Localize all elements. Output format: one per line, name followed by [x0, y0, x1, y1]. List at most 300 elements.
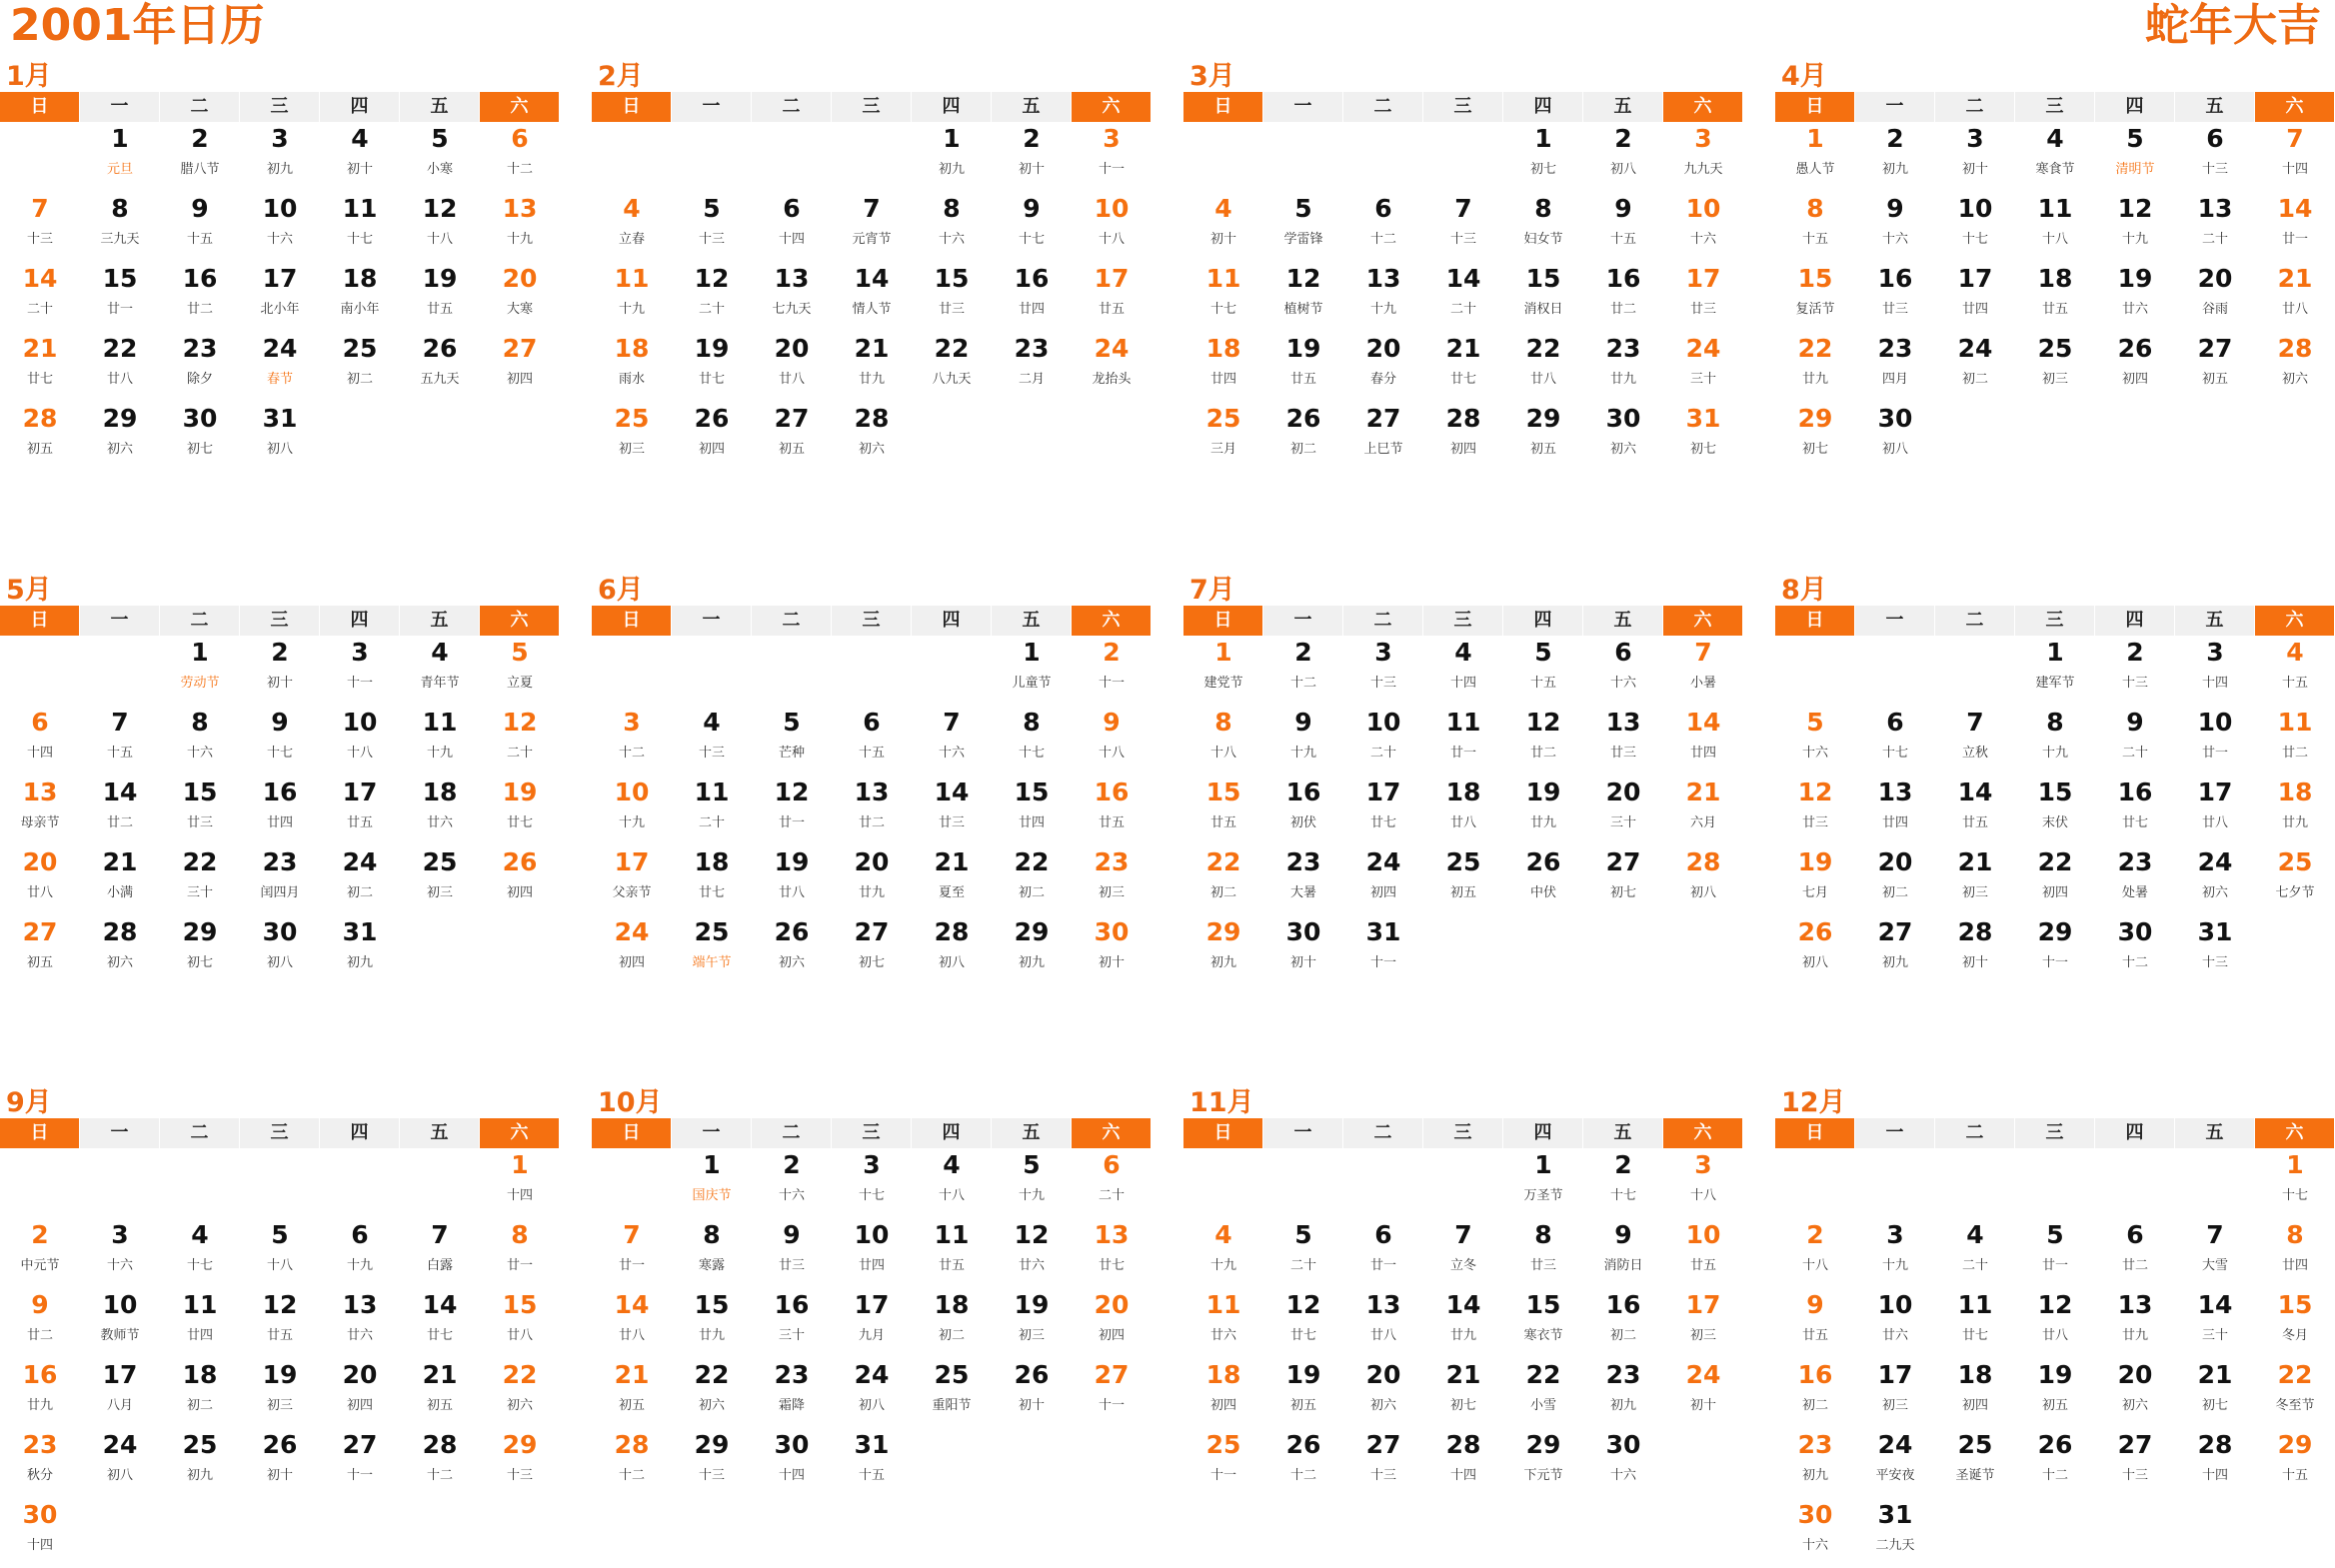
day-cell[interactable] — [1855, 1218, 1935, 1288]
day-cell[interactable] — [80, 122, 160, 192]
day-cell[interactable] — [832, 1288, 912, 1358]
day-cell[interactable] — [160, 1218, 240, 1288]
day-cell[interactable] — [1423, 776, 1503, 845]
day-cell[interactable] — [1072, 1218, 1152, 1288]
day-cell[interactable] — [80, 402, 160, 472]
day-cell[interactable] — [1503, 1428, 1583, 1498]
day-cell[interactable] — [1263, 636, 1343, 706]
day-cell[interactable] — [80, 706, 160, 776]
day-cell[interactable] — [320, 776, 400, 845]
day-cell[interactable] — [2015, 1218, 2095, 1288]
day-cell[interactable] — [1343, 192, 1423, 262]
day-cell[interactable] — [1183, 915, 1263, 985]
day-cell[interactable] — [1855, 262, 1935, 332]
day-cell[interactable] — [1855, 332, 1935, 402]
day-cell[interactable] — [160, 262, 240, 332]
day-cell[interactable] — [1775, 1288, 1855, 1358]
day-cell[interactable] — [1503, 122, 1583, 192]
day-cell[interactable] — [2175, 776, 2255, 845]
day-cell[interactable] — [592, 845, 672, 915]
day-cell[interactable] — [2255, 706, 2335, 776]
day-cell[interactable] — [1855, 706, 1935, 776]
day-cell[interactable] — [1263, 706, 1343, 776]
day-cell[interactable] — [1343, 1358, 1423, 1428]
day-cell[interactable] — [672, 706, 752, 776]
day-cell[interactable] — [1583, 1358, 1663, 1428]
day-cell[interactable] — [832, 1148, 912, 1218]
day-cell[interactable] — [160, 636, 240, 706]
day-cell[interactable] — [592, 1358, 672, 1428]
day-cell[interactable] — [80, 262, 160, 332]
day-cell[interactable] — [1583, 1148, 1663, 1218]
day-cell[interactable] — [0, 402, 80, 472]
day-cell[interactable] — [1775, 1428, 1855, 1498]
day-cell[interactable] — [1583, 122, 1663, 192]
day-cell[interactable] — [592, 1218, 672, 1288]
day-cell[interactable] — [992, 636, 1072, 706]
day-cell[interactable] — [832, 402, 912, 472]
day-cell[interactable] — [2255, 1148, 2335, 1218]
day-cell[interactable] — [1583, 776, 1663, 845]
day-cell[interactable] — [480, 332, 560, 402]
day-cell[interactable] — [752, 1358, 832, 1428]
day-cell[interactable] — [912, 915, 992, 985]
day-cell[interactable] — [240, 776, 320, 845]
day-cell[interactable] — [992, 122, 1072, 192]
day-cell[interactable] — [1855, 1288, 1935, 1358]
day-cell[interactable] — [1183, 192, 1263, 262]
day-cell[interactable] — [1583, 192, 1663, 262]
day-cell[interactable] — [1183, 332, 1263, 402]
day-cell[interactable] — [400, 1288, 480, 1358]
day-cell[interactable] — [1935, 1428, 2015, 1498]
day-cell[interactable] — [2015, 706, 2095, 776]
day-cell[interactable] — [1775, 262, 1855, 332]
day-cell[interactable] — [240, 192, 320, 262]
day-cell[interactable] — [1583, 402, 1663, 472]
day-cell[interactable] — [592, 332, 672, 402]
day-cell[interactable] — [1663, 122, 1743, 192]
day-cell[interactable] — [1775, 915, 1855, 985]
day-cell[interactable] — [1503, 332, 1583, 402]
day-cell[interactable] — [1423, 192, 1503, 262]
day-cell[interactable] — [1343, 1288, 1423, 1358]
day-cell[interactable] — [1663, 402, 1743, 472]
day-cell[interactable] — [1423, 262, 1503, 332]
day-cell[interactable] — [480, 1148, 560, 1218]
day-cell[interactable] — [2255, 192, 2335, 262]
day-cell[interactable] — [2015, 122, 2095, 192]
day-cell[interactable] — [80, 776, 160, 845]
day-cell[interactable] — [1663, 1148, 1743, 1218]
day-cell[interactable] — [1583, 332, 1663, 402]
day-cell[interactable] — [1263, 402, 1343, 472]
day-cell[interactable] — [1503, 192, 1583, 262]
day-cell[interactable] — [752, 706, 832, 776]
day-cell[interactable] — [992, 1148, 1072, 1218]
day-cell[interactable] — [1503, 636, 1583, 706]
day-cell[interactable] — [320, 1428, 400, 1498]
day-cell[interactable] — [912, 332, 992, 402]
day-cell[interactable] — [912, 1358, 992, 1428]
day-cell[interactable] — [1183, 706, 1263, 776]
day-cell[interactable] — [2175, 122, 2255, 192]
day-cell[interactable] — [1183, 845, 1263, 915]
day-cell[interactable] — [2095, 636, 2175, 706]
day-cell[interactable] — [1072, 845, 1152, 915]
day-cell[interactable] — [1775, 192, 1855, 262]
day-cell[interactable] — [1775, 776, 1855, 845]
day-cell[interactable] — [1072, 1288, 1152, 1358]
day-cell[interactable] — [2095, 776, 2175, 845]
day-cell[interactable] — [0, 332, 80, 402]
day-cell[interactable] — [2175, 915, 2255, 985]
day-cell[interactable] — [832, 332, 912, 402]
day-cell[interactable] — [1263, 262, 1343, 332]
day-cell[interactable] — [2015, 1358, 2095, 1428]
day-cell[interactable] — [160, 1358, 240, 1428]
day-cell[interactable] — [2255, 1428, 2335, 1498]
day-cell[interactable] — [400, 192, 480, 262]
day-cell[interactable] — [320, 262, 400, 332]
day-cell[interactable] — [1855, 1358, 1935, 1428]
day-cell[interactable] — [992, 332, 1072, 402]
day-cell[interactable] — [1503, 845, 1583, 915]
day-cell[interactable] — [240, 262, 320, 332]
day-cell[interactable] — [1263, 1358, 1343, 1428]
day-cell[interactable] — [592, 706, 672, 776]
day-cell[interactable] — [0, 776, 80, 845]
day-cell[interactable] — [1583, 706, 1663, 776]
day-cell[interactable] — [752, 402, 832, 472]
day-cell[interactable] — [0, 192, 80, 262]
day-cell[interactable] — [2015, 776, 2095, 845]
day-cell[interactable] — [592, 192, 672, 262]
day-cell[interactable] — [2255, 1218, 2335, 1288]
day-cell[interactable] — [752, 192, 832, 262]
day-cell[interactable] — [2255, 262, 2335, 332]
day-cell[interactable] — [400, 122, 480, 192]
day-cell[interactable] — [400, 636, 480, 706]
day-cell[interactable] — [992, 1358, 1072, 1428]
day-cell[interactable] — [1343, 845, 1423, 915]
day-cell[interactable] — [752, 915, 832, 985]
day-cell[interactable] — [1183, 1288, 1263, 1358]
day-cell[interactable] — [2175, 636, 2255, 706]
day-cell[interactable] — [752, 1288, 832, 1358]
day-cell[interactable] — [2015, 845, 2095, 915]
day-cell[interactable] — [832, 1428, 912, 1498]
day-cell[interactable] — [672, 915, 752, 985]
day-cell[interactable] — [400, 845, 480, 915]
day-cell[interactable] — [1072, 915, 1152, 985]
day-cell[interactable] — [1423, 1358, 1503, 1428]
day-cell[interactable] — [1423, 402, 1503, 472]
day-cell[interactable] — [1072, 636, 1152, 706]
day-cell[interactable] — [1935, 332, 2015, 402]
day-cell[interactable] — [2255, 332, 2335, 402]
day-cell[interactable] — [2255, 1288, 2335, 1358]
day-cell[interactable] — [240, 706, 320, 776]
day-cell[interactable] — [2095, 1288, 2175, 1358]
day-cell[interactable] — [832, 262, 912, 332]
day-cell[interactable] — [1503, 1218, 1583, 1288]
day-cell[interactable] — [912, 1218, 992, 1288]
day-cell[interactable] — [1503, 706, 1583, 776]
day-cell[interactable] — [1503, 402, 1583, 472]
day-cell[interactable] — [80, 845, 160, 915]
day-cell[interactable] — [2175, 1288, 2255, 1358]
day-cell[interactable] — [1503, 262, 1583, 332]
day-cell[interactable] — [2255, 776, 2335, 845]
day-cell[interactable] — [1663, 262, 1743, 332]
day-cell[interactable] — [1423, 332, 1503, 402]
day-cell[interactable] — [912, 845, 992, 915]
day-cell[interactable] — [1935, 776, 2015, 845]
day-cell[interactable] — [2015, 262, 2095, 332]
day-cell[interactable] — [832, 776, 912, 845]
day-cell[interactable] — [240, 1218, 320, 1288]
day-cell[interactable] — [2015, 915, 2095, 985]
day-cell[interactable] — [832, 915, 912, 985]
day-cell[interactable] — [1935, 845, 2015, 915]
day-cell[interactable] — [1343, 915, 1423, 985]
day-cell[interactable] — [1583, 636, 1663, 706]
day-cell[interactable] — [1263, 1288, 1343, 1358]
day-cell[interactable] — [1263, 1428, 1343, 1498]
day-cell[interactable] — [1855, 915, 1935, 985]
day-cell[interactable] — [2095, 332, 2175, 402]
day-cell[interactable] — [592, 915, 672, 985]
day-cell[interactable] — [1503, 1148, 1583, 1218]
day-cell[interactable] — [1775, 1218, 1855, 1288]
day-cell[interactable] — [80, 1358, 160, 1428]
day-cell[interactable] — [1343, 636, 1423, 706]
day-cell[interactable] — [320, 332, 400, 402]
day-cell[interactable] — [1072, 1148, 1152, 1218]
day-cell[interactable] — [480, 1288, 560, 1358]
day-cell[interactable] — [1072, 262, 1152, 332]
day-cell[interactable] — [320, 706, 400, 776]
day-cell[interactable] — [912, 706, 992, 776]
day-cell[interactable] — [0, 1498, 80, 1568]
day-cell[interactable] — [912, 776, 992, 845]
day-cell[interactable] — [2095, 192, 2175, 262]
day-cell[interactable] — [1343, 706, 1423, 776]
day-cell[interactable] — [1503, 776, 1583, 845]
day-cell[interactable] — [752, 776, 832, 845]
day-cell[interactable] — [480, 776, 560, 845]
day-cell[interactable] — [160, 192, 240, 262]
day-cell[interactable] — [480, 1358, 560, 1428]
day-cell[interactable] — [2255, 122, 2335, 192]
day-cell[interactable] — [2095, 262, 2175, 332]
day-cell[interactable] — [2095, 1358, 2175, 1428]
day-cell[interactable] — [592, 1428, 672, 1498]
day-cell[interactable] — [1343, 776, 1423, 845]
day-cell[interactable] — [1583, 845, 1663, 915]
day-cell[interactable] — [2255, 845, 2335, 915]
day-cell[interactable] — [240, 915, 320, 985]
day-cell[interactable] — [80, 1428, 160, 1498]
day-cell[interactable] — [1775, 845, 1855, 915]
day-cell[interactable] — [480, 1218, 560, 1288]
day-cell[interactable] — [992, 1218, 1072, 1288]
day-cell[interactable] — [1775, 1498, 1855, 1568]
day-cell[interactable] — [0, 706, 80, 776]
day-cell[interactable] — [1423, 845, 1503, 915]
day-cell[interactable] — [160, 1428, 240, 1498]
day-cell[interactable] — [240, 636, 320, 706]
day-cell[interactable] — [2095, 915, 2175, 985]
day-cell[interactable] — [1423, 706, 1503, 776]
day-cell[interactable] — [592, 262, 672, 332]
day-cell[interactable] — [0, 1288, 80, 1358]
day-cell[interactable] — [1583, 1428, 1663, 1498]
day-cell[interactable] — [912, 1148, 992, 1218]
day-cell[interactable] — [80, 192, 160, 262]
day-cell[interactable] — [1663, 1218, 1743, 1288]
day-cell[interactable] — [2095, 1428, 2175, 1498]
day-cell[interactable] — [1183, 1428, 1263, 1498]
day-cell[interactable] — [2095, 1218, 2175, 1288]
day-cell[interactable] — [912, 1288, 992, 1358]
day-cell[interactable] — [832, 1218, 912, 1288]
day-cell[interactable] — [1072, 706, 1152, 776]
day-cell[interactable] — [1775, 1358, 1855, 1428]
day-cell[interactable] — [320, 122, 400, 192]
day-cell[interactable] — [240, 122, 320, 192]
day-cell[interactable] — [1343, 332, 1423, 402]
day-cell[interactable] — [1263, 1218, 1343, 1288]
day-cell[interactable] — [1072, 122, 1152, 192]
day-cell[interactable] — [1935, 262, 2015, 332]
day-cell[interactable] — [0, 262, 80, 332]
day-cell[interactable] — [1263, 845, 1343, 915]
day-cell[interactable] — [832, 845, 912, 915]
day-cell[interactable] — [1935, 1218, 2015, 1288]
day-cell[interactable] — [400, 1218, 480, 1288]
day-cell[interactable] — [592, 1288, 672, 1358]
day-cell[interactable] — [2095, 845, 2175, 915]
day-cell[interactable] — [400, 332, 480, 402]
day-cell[interactable] — [1072, 776, 1152, 845]
day-cell[interactable] — [1343, 402, 1423, 472]
day-cell[interactable] — [912, 262, 992, 332]
day-cell[interactable] — [1855, 1498, 1935, 1568]
day-cell[interactable] — [400, 706, 480, 776]
day-cell[interactable] — [1343, 1218, 1423, 1288]
day-cell[interactable] — [1775, 402, 1855, 472]
day-cell[interactable] — [1423, 1218, 1503, 1288]
day-cell[interactable] — [2175, 1358, 2255, 1428]
day-cell[interactable] — [1855, 402, 1935, 472]
day-cell[interactable] — [1583, 262, 1663, 332]
day-cell[interactable] — [1775, 706, 1855, 776]
day-cell[interactable] — [2015, 1288, 2095, 1358]
day-cell[interactable] — [1775, 122, 1855, 192]
day-cell[interactable] — [992, 1288, 1072, 1358]
day-cell[interactable] — [160, 706, 240, 776]
day-cell[interactable] — [1183, 402, 1263, 472]
day-cell[interactable] — [912, 192, 992, 262]
day-cell[interactable] — [2015, 332, 2095, 402]
day-cell[interactable] — [240, 1358, 320, 1428]
day-cell[interactable] — [400, 1428, 480, 1498]
day-cell[interactable] — [240, 332, 320, 402]
day-cell[interactable] — [0, 1218, 80, 1288]
day-cell[interactable] — [480, 636, 560, 706]
day-cell[interactable] — [480, 262, 560, 332]
day-cell[interactable] — [1503, 1358, 1583, 1428]
day-cell[interactable] — [752, 1148, 832, 1218]
day-cell[interactable] — [1935, 1288, 2015, 1358]
day-cell[interactable] — [2175, 1218, 2255, 1288]
day-cell[interactable] — [1183, 1358, 1263, 1428]
day-cell[interactable] — [1183, 262, 1263, 332]
day-cell[interactable] — [80, 1218, 160, 1288]
day-cell[interactable] — [0, 845, 80, 915]
day-cell[interactable] — [2255, 636, 2335, 706]
day-cell[interactable] — [1423, 1288, 1503, 1358]
day-cell[interactable] — [1935, 1358, 2015, 1428]
day-cell[interactable] — [80, 915, 160, 985]
day-cell[interactable] — [0, 1358, 80, 1428]
day-cell[interactable] — [2175, 192, 2255, 262]
day-cell[interactable] — [320, 1288, 400, 1358]
day-cell[interactable] — [752, 1218, 832, 1288]
day-cell[interactable] — [592, 776, 672, 845]
day-cell[interactable] — [832, 192, 912, 262]
day-cell[interactable] — [1855, 776, 1935, 845]
day-cell[interactable] — [672, 776, 752, 845]
day-cell[interactable] — [2175, 262, 2255, 332]
day-cell[interactable] — [992, 192, 1072, 262]
day-cell[interactable] — [160, 332, 240, 402]
day-cell[interactable] — [1663, 845, 1743, 915]
day-cell[interactable] — [0, 1428, 80, 1498]
day-cell[interactable] — [1855, 1428, 1935, 1498]
day-cell[interactable] — [240, 402, 320, 472]
day-cell[interactable] — [160, 402, 240, 472]
day-cell[interactable] — [1343, 262, 1423, 332]
day-cell[interactable] — [992, 845, 1072, 915]
day-cell[interactable] — [480, 1428, 560, 1498]
day-cell[interactable] — [1855, 192, 1935, 262]
day-cell[interactable] — [1583, 1218, 1663, 1288]
day-cell[interactable] — [480, 122, 560, 192]
day-cell[interactable] — [1072, 192, 1152, 262]
day-cell[interactable] — [1183, 776, 1263, 845]
day-cell[interactable] — [400, 262, 480, 332]
day-cell[interactable] — [752, 1428, 832, 1498]
day-cell[interactable] — [1935, 706, 2015, 776]
day-cell[interactable] — [2015, 636, 2095, 706]
day-cell[interactable] — [320, 915, 400, 985]
day-cell[interactable] — [1423, 636, 1503, 706]
day-cell[interactable] — [992, 262, 1072, 332]
day-cell[interactable] — [1663, 636, 1743, 706]
day-cell[interactable] — [1263, 915, 1343, 985]
day-cell[interactable] — [592, 402, 672, 472]
day-cell[interactable] — [672, 845, 752, 915]
day-cell[interactable] — [832, 1358, 912, 1428]
day-cell[interactable] — [1663, 192, 1743, 262]
day-cell[interactable] — [320, 1358, 400, 1428]
day-cell[interactable] — [2175, 706, 2255, 776]
day-cell[interactable] — [1263, 776, 1343, 845]
day-cell[interactable] — [912, 122, 992, 192]
